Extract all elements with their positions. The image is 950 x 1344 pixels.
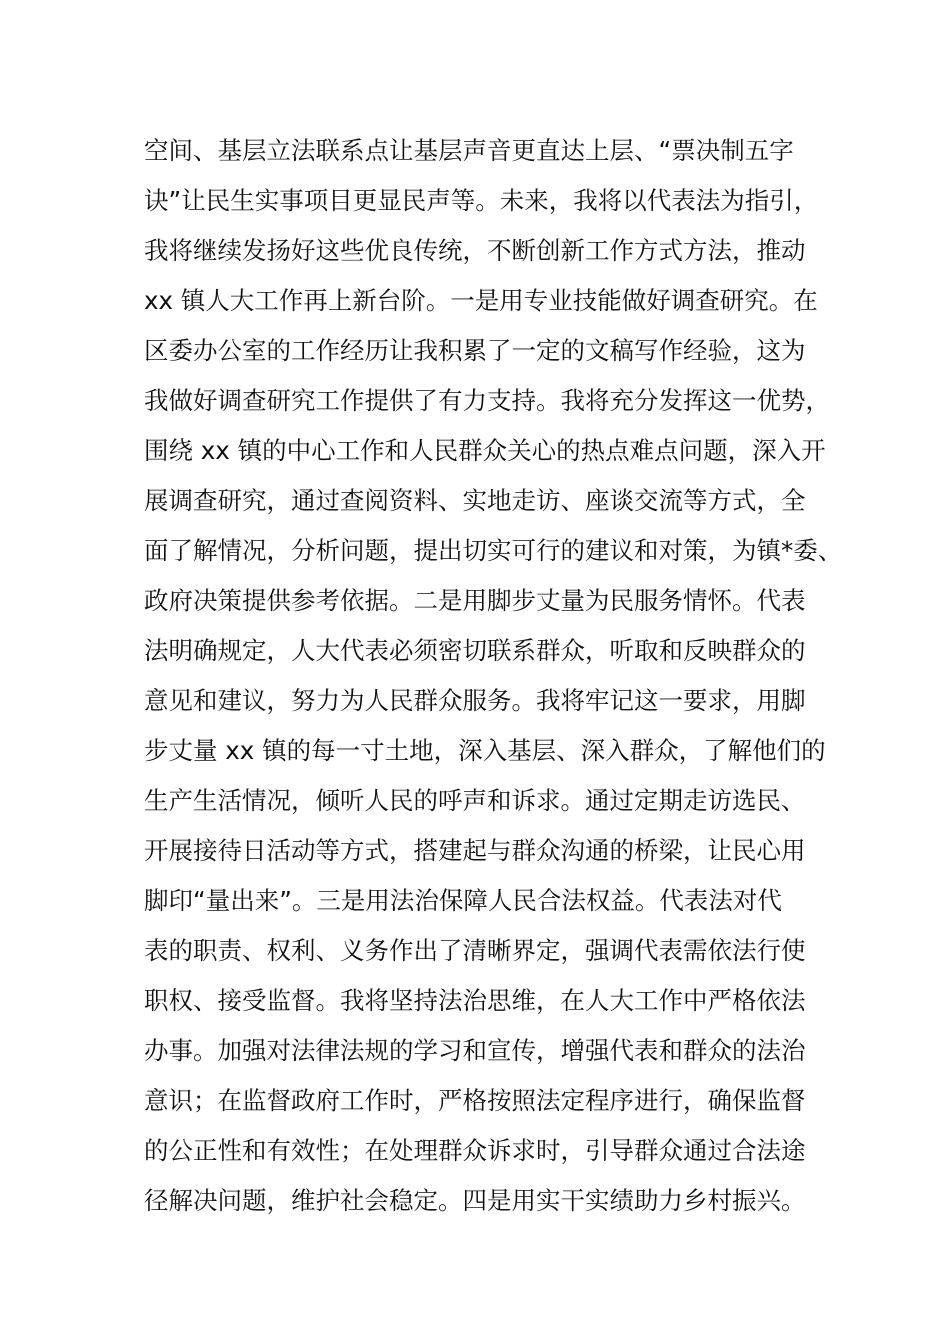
text-line: 表的职责、权利、义务作出了清晰界定，强调代表需依法行使 — [144, 936, 806, 965]
text-line: 展调查研究，通过查阅资料、实地走访、座谈交流等方式，全 — [144, 486, 806, 515]
text-line: 我将继续发扬好这些优良传统，不断创新工作方式方法，推动 — [144, 236, 806, 265]
text-line: 意识；在监督政府工作时，严格按照法定程序进行，确保监督 — [144, 1086, 806, 1115]
text-line: 诀”让民生实事项目更显民声等。未来，我将以代表法为指引， — [144, 186, 819, 215]
text-line: 径解决问题，维护社会稳定。四是用实干实绩助力乡村振兴。 — [144, 1186, 806, 1215]
text-line: 围绕 xx 镇的中心工作和人民群众关心的热点难点问题，深入开 — [144, 436, 826, 465]
text-line: 生产生活情况，倾听人民的呼声和诉求。通过定期走访选民、 — [144, 786, 806, 815]
text-line: 我做好调查研究工作提供了有力支持。我将充分发挥这一优势， — [144, 386, 830, 415]
text-line: 政府决策提供参考依据。二是用脚步丈量为民服务情怀。代表 — [144, 586, 806, 615]
text-line: 空间、基层立法联系点让基层声音更直达上层、“票决制五字 — [144, 136, 794, 165]
text-line: 脚印“量出来”。三是用法治保障人民合法权益。代表法对代 — [144, 886, 782, 915]
text-line: 办事。加强对法律法规的学习和宣传，增强代表和群众的法治 — [144, 1036, 806, 1065]
text-line: xx 镇人大工作再上新台阶。一是用专业技能做好调查研究。在 — [144, 286, 818, 315]
text-line: 法明确规定，人大代表必须密切联系群众，听取和反映群众的 — [144, 636, 806, 665]
text-line: 职权、接受监督。我将坚持法治思维，在人大工作中严格依法 — [144, 986, 806, 1015]
text-line: 区委办公室的工作经历让我积累了一定的文稿写作经验，这为 — [144, 336, 806, 365]
body-paragraph — [144, 126, 843, 1226]
text-line: 的公正性和有效性；在处理群众诉求时，引导群众通过合法途 — [144, 1136, 806, 1165]
text-line: 意见和建议，努力为人民群众服务。我将牢记这一要求，用脚 — [144, 686, 806, 715]
text-line: 步丈量 xx 镇的每一寸土地，深入基层、深入群众，了解他们的 — [144, 736, 826, 765]
text-line: 面了解情况，分析问题，提出切实可行的建议和对策，为镇*委、 — [144, 536, 843, 565]
text-line: 开展接待日活动等方式，搭建起与群众沟通的桥梁，让民心用 — [144, 836, 806, 865]
